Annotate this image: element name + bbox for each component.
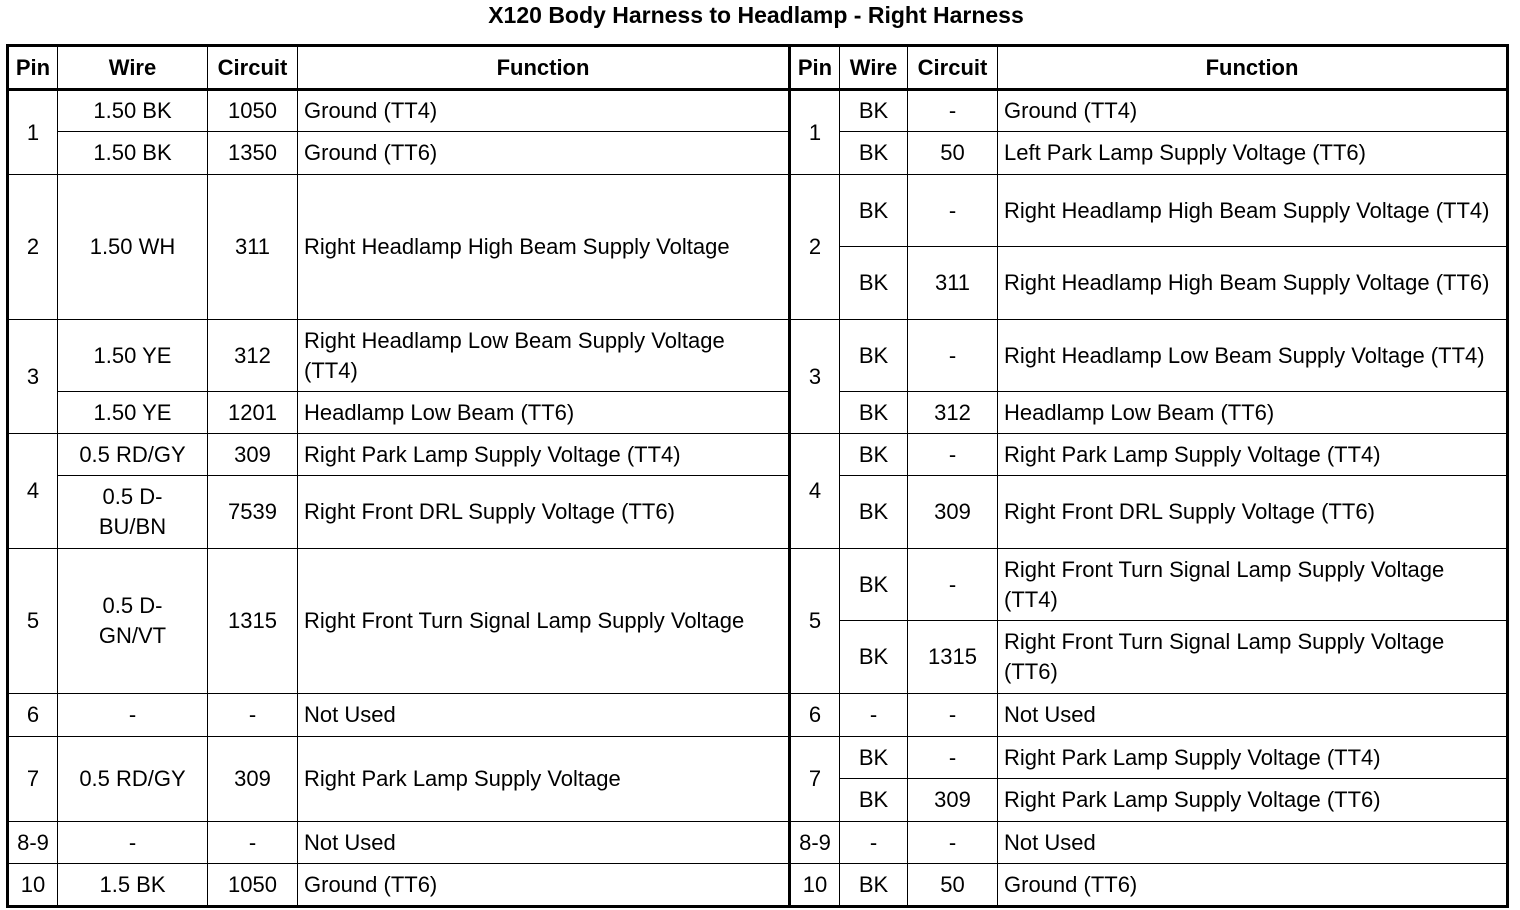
header-circuit: Circuit [908, 46, 998, 90]
function-cell: Right Park Lamp Supply Voltage [298, 737, 790, 822]
function-cell: Right Front Turn Signal Lamp Supply Voltage [298, 549, 790, 694]
pin-cell: 5 [8, 549, 58, 694]
pin-cell: 8-9 [8, 822, 58, 864]
table-row [8, 549, 1508, 621]
function-cell: Right Headlamp High Beam Supply Voltage [298, 175, 790, 320]
pin-cell: 6 [790, 694, 840, 737]
circuit-cell: 1315 [208, 549, 298, 694]
wire-cell: 0.5 RD/GY [58, 434, 208, 476]
function-cell: Headlamp Low Beam (TT6) [298, 392, 790, 434]
circuit-cell: 1350 [208, 132, 298, 175]
wire-cell: BK [840, 247, 908, 320]
wire-cell: 0.5 D-BU/BN [58, 476, 208, 549]
function-cell: Not Used [998, 694, 1508, 737]
pin-cell: 7 [790, 737, 840, 822]
wire-cell: BK [840, 434, 908, 476]
header-function: Function [998, 46, 1508, 90]
circuit-cell: - [908, 320, 998, 392]
pin-cell: 10 [790, 864, 840, 907]
function-cell: Right Headlamp Low Beam Supply Voltage (TT4) [298, 320, 790, 392]
function-cell: Right Front DRL Supply Voltage (TT6) [298, 476, 790, 549]
function-cell: Left Park Lamp Supply Voltage (TT6) [998, 132, 1508, 175]
pin-cell: 8-9 [790, 822, 840, 864]
pin-cell: 1 [790, 90, 840, 175]
function-cell: Right Front Turn Signal Lamp Supply Voltage (TT6) [998, 621, 1508, 694]
pin-cell: 3 [8, 320, 58, 434]
function-cell: Right Park Lamp Supply Voltage (TT4) [298, 434, 790, 476]
table-row [8, 434, 1508, 476]
wire-cell: BK [840, 476, 908, 549]
header-circuit: Circuit [208, 46, 298, 90]
function-cell: Right Headlamp High Beam Supply Voltage (TT4) [998, 175, 1508, 247]
wire-cell: - [840, 822, 908, 864]
circuit-cell: 1315 [908, 621, 998, 694]
table-row [8, 476, 1508, 549]
circuit-cell: - [208, 694, 298, 737]
pin-cell: 7 [8, 737, 58, 822]
circuit-cell: 311 [908, 247, 998, 320]
wire-cell: BK [840, 864, 908, 907]
pinout-table [6, 44, 1509, 908]
function-cell: Right Front DRL Supply Voltage (TT6) [998, 476, 1508, 549]
circuit-cell: 50 [908, 864, 998, 907]
wire-cell: BK [840, 392, 908, 434]
pin-cell: 5 [790, 549, 840, 694]
function-cell: Headlamp Low Beam (TT6) [998, 392, 1508, 434]
function-cell: Right Park Lamp Supply Voltage (TT4) [998, 737, 1508, 779]
table-row [8, 864, 1508, 907]
header-pin: Pin [790, 46, 840, 90]
pin-cell: 6 [8, 694, 58, 737]
function-cell: Ground (TT6) [298, 132, 790, 175]
circuit-cell: - [208, 822, 298, 864]
circuit-cell: 7539 [208, 476, 298, 549]
wire-cell: 0.5 RD/GY [58, 737, 208, 822]
function-cell: Right Park Lamp Supply Voltage (TT6) [998, 779, 1508, 822]
function-cell: Right Headlamp High Beam Supply Voltage (TT6) [998, 247, 1508, 320]
circuit-cell: - [908, 694, 998, 737]
circuit-cell: - [908, 737, 998, 779]
wire-cell: BK [840, 132, 908, 175]
table-row [8, 320, 1508, 392]
circuit-cell: 50 [908, 132, 998, 175]
circuit-cell: - [908, 549, 998, 621]
wire-cell: 1.5 BK [58, 864, 208, 907]
pin-cell: 2 [8, 175, 58, 320]
circuit-cell: - [908, 90, 998, 132]
header-wire: Wire [58, 46, 208, 90]
pin-cell: 3 [790, 320, 840, 434]
wire-cell: BK [840, 737, 908, 779]
circuit-cell: 309 [208, 737, 298, 822]
circuit-cell: 309 [908, 476, 998, 549]
circuit-cell: 1201 [208, 392, 298, 434]
pin-cell: 1 [8, 90, 58, 175]
header-wire: Wire [840, 46, 908, 90]
function-cell: Right Front Turn Signal Lamp Supply Voltage (TT4) [998, 549, 1508, 621]
wire-cell: 1.50 WH [58, 175, 208, 320]
function-cell: Right Park Lamp Supply Voltage (TT4) [998, 434, 1508, 476]
wire-cell: - [58, 694, 208, 737]
wire-cell: 1.50 BK [58, 132, 208, 175]
table-row [8, 822, 1508, 864]
pin-cell: 4 [8, 434, 58, 549]
circuit-cell: 312 [908, 392, 998, 434]
wire-cell: BK [840, 779, 908, 822]
table-row [8, 694, 1508, 737]
table-row [8, 132, 1508, 175]
wire-cell: BK [840, 621, 908, 694]
table-row [8, 175, 1508, 247]
function-cell: Right Headlamp Low Beam Supply Voltage (TT4) [998, 320, 1508, 392]
wire-cell: BK [840, 320, 908, 392]
function-cell: Ground (TT6) [298, 864, 790, 907]
header-pin: Pin [8, 46, 58, 90]
pin-cell: 2 [790, 175, 840, 320]
function-cell: Ground (TT4) [998, 90, 1508, 132]
circuit-cell: 1050 [208, 90, 298, 132]
circuit-cell: 311 [208, 175, 298, 320]
wire-cell: BK [840, 175, 908, 247]
circuit-cell: 312 [208, 320, 298, 392]
page-title: X120 Body Harness to Headlamp - Right Harness [488, 2, 1024, 28]
wire-cell: - [840, 694, 908, 737]
table-row [8, 90, 1508, 132]
table-row [8, 737, 1508, 779]
wire-cell: - [58, 822, 208, 864]
wire-cell: BK [840, 549, 908, 621]
wire-cell: 0.5 D-GN/VT [58, 549, 208, 694]
circuit-cell: 1050 [208, 864, 298, 907]
wire-cell: 1.50 BK [58, 90, 208, 132]
header-function: Function [298, 46, 790, 90]
circuit-cell: 309 [208, 434, 298, 476]
function-cell: Ground (TT4) [298, 90, 790, 132]
function-cell: Not Used [998, 822, 1508, 864]
function-cell: Not Used [298, 694, 790, 737]
circuit-cell: - [908, 822, 998, 864]
circuit-cell: - [908, 175, 998, 247]
function-cell: Not Used [298, 822, 790, 864]
wire-cell: 1.50 YE [58, 392, 208, 434]
circuit-cell: 309 [908, 779, 998, 822]
pin-cell: 4 [790, 434, 840, 549]
table-row [8, 392, 1508, 434]
wire-cell: 1.50 YE [58, 320, 208, 392]
function-cell: Ground (TT6) [998, 864, 1508, 907]
header-row [8, 46, 1508, 90]
pin-cell: 10 [8, 864, 58, 907]
circuit-cell: - [908, 434, 998, 476]
wire-cell: BK [840, 90, 908, 132]
